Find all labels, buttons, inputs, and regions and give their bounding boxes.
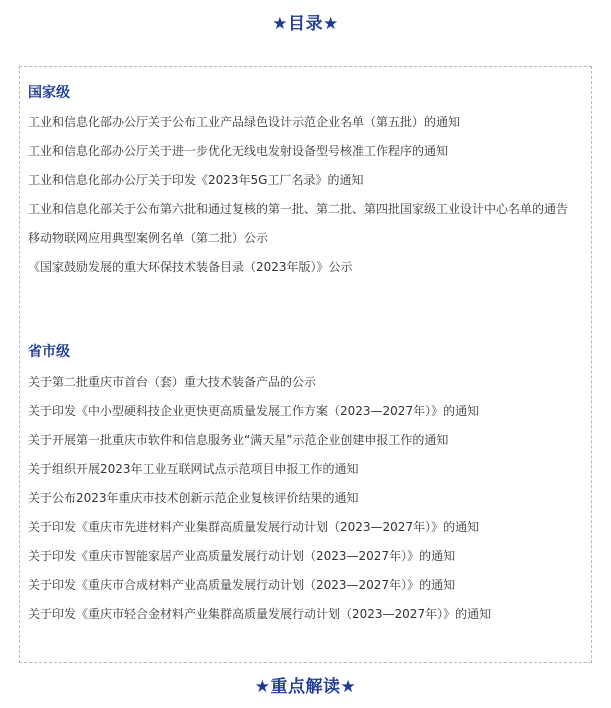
toc-item[interactable]: 《国家鼓励发展的重大环保技术装备目录（2023年版）》公示 bbox=[28, 260, 353, 274]
group-title-provincial: 省市级 bbox=[28, 344, 70, 360]
toc-item[interactable]: 关于公布2023年重庆市技术创新示范企业复核评价结果的通知 bbox=[28, 491, 359, 505]
toc-item[interactable]: 关于印发《重庆市先进材料产业集群高质量发展行动计划（2023—2027年）》的通知 bbox=[28, 520, 480, 534]
toc-heading: ★目录★ bbox=[272, 14, 339, 34]
toc-list-national bbox=[28, 108, 588, 282]
toc-item[interactable]: 关于开展第一批重庆市软件和信息服务业“满天星”示范企业创建申报工作的通知 bbox=[28, 433, 449, 447]
toc-item[interactable]: 工业和信息化部关于公布第六批和通过复核的第一批、第二批、第四批国家级工业设计中心名单的通告 bbox=[28, 202, 569, 216]
toc-item[interactable]: 关于印发《重庆市合成材料产业高质量发展行动计划（2023—2027年）》的通知 bbox=[28, 578, 456, 592]
toc-item[interactable]: 工业和信息化部办公厅关于公布工业产品绿色设计示范企业名单（第五批）的通知 bbox=[28, 115, 461, 129]
toc-item[interactable]: 工业和信息化部办公厅关于印发《2023年5G工厂名录》的通知 bbox=[28, 173, 364, 187]
toc-item[interactable]: 关于印发《重庆市智能家居产业高质量发展行动计划（2023—2027年）》的通知 bbox=[28, 549, 456, 563]
toc-item[interactable]: 关于印发《重庆市轻合金材料产业集群高质量发展行动计划（2023—2027年）》的通知 bbox=[28, 607, 492, 621]
group-title-national: 国家级 bbox=[28, 85, 70, 101]
toc-item[interactable]: 关于第二批重庆市首台（套）重大技术装备产品的公示 bbox=[28, 375, 317, 389]
toc-item[interactable]: 移动物联网应用典型案例名单（第二批）公示 bbox=[28, 231, 269, 245]
toc-box bbox=[19, 66, 592, 663]
toc-list-provincial bbox=[28, 368, 588, 629]
toc-item[interactable]: 关于印发《中小型硬科技企业更快更高质量发展工作方案（2023—2027年）》的通知 bbox=[28, 404, 480, 418]
toc-item[interactable]: 关于组织开展2023年工业互联网试点示范项目申报工作的通知 bbox=[28, 462, 359, 476]
toc-item[interactable]: 工业和信息化部办公厅关于进一步优化无线电发射设备型号核准工作程序的通知 bbox=[28, 144, 449, 158]
key-interpretation-heading: ★重点解读★ bbox=[254, 677, 357, 697]
